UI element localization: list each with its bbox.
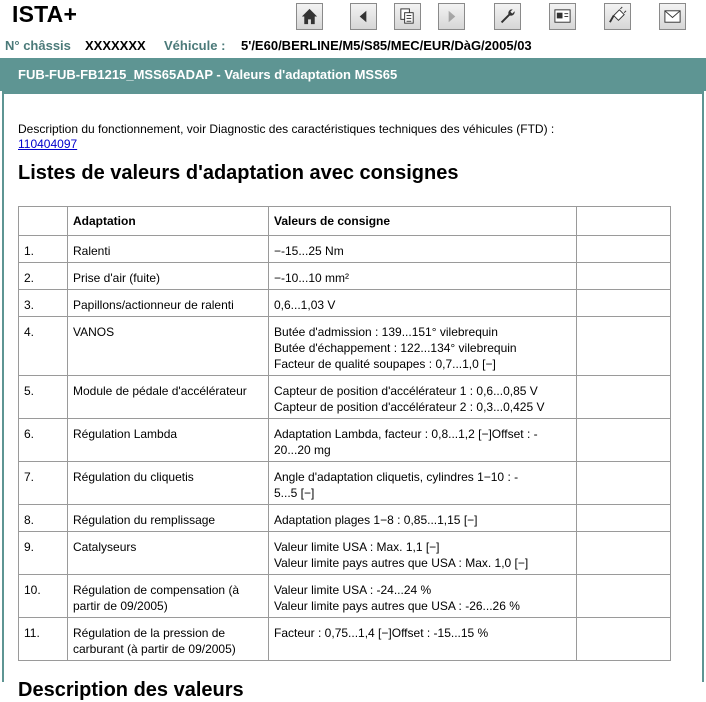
document-title: FUB-FUB-FB1215_MSS65ADAP - Valeurs d'adaptation MSS65 [18, 67, 398, 82]
row-adaptation: Régulation du cliquetis [68, 462, 269, 505]
chassis-value: XXXXXXX [85, 38, 146, 53]
back-button[interactable] [350, 3, 377, 30]
row-extra [577, 263, 671, 290]
row-number: 7. [19, 462, 68, 505]
row-extra [577, 575, 671, 618]
home-icon [300, 7, 319, 26]
row-setpoint [269, 236, 577, 263]
row-extra [577, 376, 671, 419]
table-header-row [19, 207, 671, 236]
row-setpoint [269, 532, 577, 575]
row-setpoint [269, 290, 577, 317]
setpoint-line: Adaptation plages 1−8 : 0,85...1,15 [−] [274, 513, 478, 527]
connection-button[interactable] [604, 3, 631, 30]
row-number: 10. [19, 575, 68, 618]
row-number: 6. [19, 419, 68, 462]
row-setpoint [269, 419, 577, 462]
setpoint-line: Angle d'adaptation cliquetis, cylindres 1−10 : - [274, 470, 519, 484]
row-number: 8. [19, 505, 68, 532]
row-setpoint [269, 263, 577, 290]
app-title: ISTA+ [12, 1, 78, 27]
row-number: 4. [19, 317, 68, 376]
function-description [18, 122, 678, 152]
top-bar [0, 0, 706, 34]
row-extra [577, 505, 671, 532]
row-adaptation: Régulation de la pression de carburant (à partir de 09/2005) [68, 618, 269, 661]
section-heading: Listes de valeurs d'adaptation avec consignes [18, 162, 459, 184]
header-setpoint: Valeurs de consigne [269, 207, 577, 236]
row-number: 1. [19, 236, 68, 263]
setpoint-line: Capteur de position d'accélérateur 2 : 0,3...0,425 V [274, 400, 545, 414]
header-extra [577, 207, 671, 236]
row-adaptation: VANOS [68, 317, 269, 376]
setpoint-line: Valeur limite USA : -24...24 % [274, 583, 432, 597]
adaptation-table [18, 206, 671, 661]
row-extra [577, 317, 671, 376]
setpoint-line: Capteur de position d'accélérateur 1 : 0,6...0,85 V [274, 384, 538, 398]
codes-button[interactable] [549, 3, 576, 30]
setpoint-line: Butée d'admission : 139...151° vilebrequin [274, 325, 498, 339]
forward-button[interactable] [438, 3, 465, 30]
vehicle-info-line [0, 34, 706, 58]
row-setpoint [269, 376, 577, 419]
setpoint-line: 5...5 [−] [274, 486, 315, 500]
row-number: 9. [19, 532, 68, 575]
row-adaptation: Ralenti [68, 236, 269, 263]
description-text: Description du fonctionnement, voir Diagnostic des caractéristiques techniques des véhicules (FTD) : [18, 122, 555, 136]
vehicle-value: 5'/E60/BERLINE/M5/S85/MEC/EUR/DàG/2005/03 [241, 38, 532, 53]
header-number [19, 207, 68, 236]
setpoint-line: Valeur limite pays autres que USA : Max. 1,0 [−] [274, 556, 529, 570]
row-number: 11. [19, 618, 68, 661]
ftd-link[interactable]: 110404097 [18, 137, 78, 151]
setpoint-line: −-10...10 mm² [274, 271, 350, 285]
setpoint-line: Facteur : 0,75...1,4 [−]Offset : -15...15 % [274, 626, 489, 640]
setpoint-line: Butée d'échappement : 122...134° vilebrequin [274, 341, 517, 355]
setpoint-line: Valeur limite pays autres que USA : -26...26 % [274, 599, 520, 613]
table-row [19, 419, 671, 462]
document-title-bar [0, 58, 706, 91]
setpoint-line: Adaptation Lambda, facteur : 0,8...1,2 [−]Offset : - [274, 427, 538, 441]
row-setpoint [269, 505, 577, 532]
row-extra [577, 532, 671, 575]
row-adaptation: Module de pédale d'accélérateur [68, 376, 269, 419]
next-section-heading: Description des valeurs [18, 679, 244, 701]
chassis-label: N° châssis [5, 38, 71, 53]
documents-icon [398, 7, 417, 26]
row-number: 2. [19, 263, 68, 290]
setpoint-line: 0,6...1,03 V [274, 298, 336, 312]
row-adaptation: Catalyseurs [68, 532, 269, 575]
table-row [19, 532, 671, 575]
setpoint-line: Valeur limite USA : Max. 1,1 [−] [274, 540, 440, 554]
arrow-right-icon [442, 7, 461, 26]
table-row [19, 618, 671, 661]
row-extra [577, 462, 671, 505]
row-extra [577, 618, 671, 661]
row-adaptation: Régulation de compensation (à partir de 09/2005) [68, 575, 269, 618]
row-setpoint [269, 575, 577, 618]
row-setpoint [269, 462, 577, 505]
setpoint-line: Facteur de qualité soupapes : 0,7...1,0 [−] [274, 357, 496, 371]
plug-icon [608, 7, 627, 26]
table-row [19, 290, 671, 317]
row-number: 3. [19, 290, 68, 317]
row-adaptation: Régulation Lambda [68, 419, 269, 462]
table-row [19, 236, 671, 263]
header-adaptation: Adaptation [68, 207, 269, 236]
row-setpoint [269, 618, 577, 661]
table-row [19, 575, 671, 618]
document-content [2, 91, 704, 701]
wrench-icon [498, 7, 517, 26]
table-row [19, 317, 671, 376]
envelope-icon [663, 7, 682, 26]
row-adaptation: Prise d'air (fuite) [68, 263, 269, 290]
table-row [19, 376, 671, 419]
arrow-left-icon [354, 7, 373, 26]
row-extra [577, 419, 671, 462]
row-number: 5. [19, 376, 68, 419]
documents-button[interactable] [394, 3, 421, 30]
service-button[interactable] [494, 3, 521, 30]
row-adaptation: Régulation du remplissage [68, 505, 269, 532]
row-setpoint [269, 317, 577, 376]
home-button[interactable] [296, 3, 323, 30]
row-extra [577, 236, 671, 263]
table-row [19, 263, 671, 290]
row-adaptation: Papillons/actionneur de ralenti [68, 290, 269, 317]
table-row [19, 462, 671, 505]
row-extra [577, 290, 671, 317]
setpoint-line: 20...20 mg [274, 443, 331, 457]
table-row [19, 505, 671, 532]
display-icon [553, 7, 572, 26]
message-button[interactable] [659, 3, 686, 30]
setpoint-line: −-15...25 Nm [274, 244, 344, 258]
vehicle-label: Véhicule : [164, 38, 226, 53]
